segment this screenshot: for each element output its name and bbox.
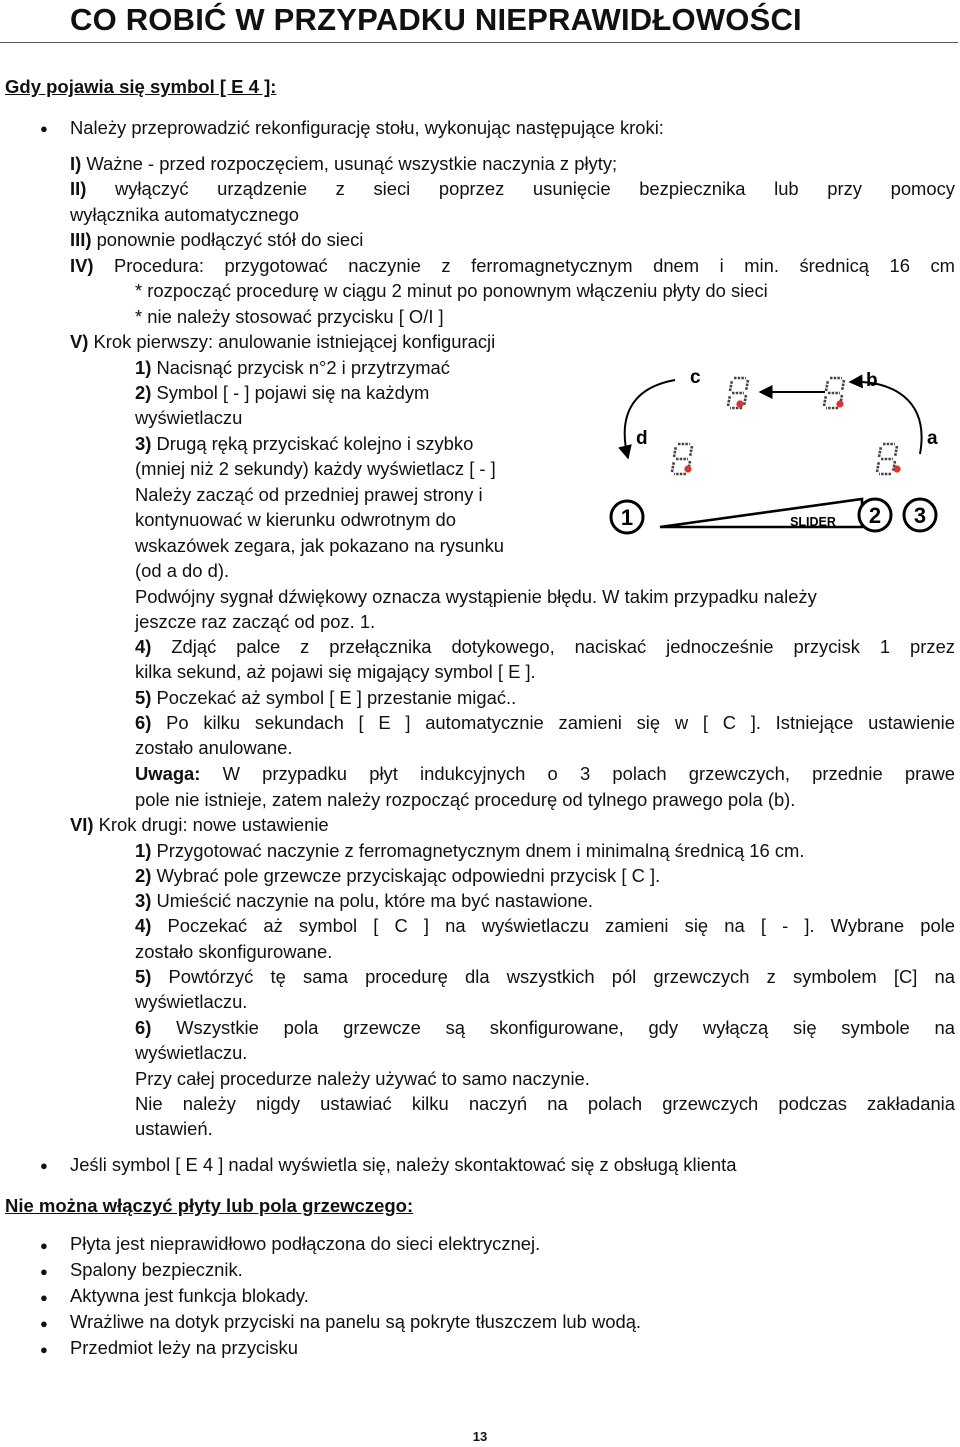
page-number: 13 xyxy=(472,1429,488,1444)
label-d: d xyxy=(636,428,648,449)
step-2-cont: wyłącznika automatycznego xyxy=(70,204,299,225)
bullet-icon: ● xyxy=(40,1238,48,1253)
step-6-2: 2) Wybrać pole grzewcze przyciskając odpowiedni przycisk [ C ]. xyxy=(135,865,661,886)
step-4-note-1: * rozpocząć procedurę w ciągu 2 minut po ponownym włączeniu płyty do sieci xyxy=(135,280,768,301)
display-c xyxy=(728,378,748,408)
list-item: Wrażliwe na dotyk przyciski na panelu są pokryte tłuszczem lub wodą. xyxy=(70,1311,642,1332)
step-5-6: 6) Po kilku sekundach [ E ] automatycznie zamieni się w [ C ]. Istniejące ustawienie xyxy=(135,712,955,733)
step-1: I) Ważne - przed rozpoczęciem, usunąć wszystkie naczynia z płyty; xyxy=(70,153,618,174)
step-5-3-l7: Podwójny sygnał dźwiękowy oznacza wystąpienie błędu. W takim przypadku należy xyxy=(135,586,817,607)
step-2: II) wyłączyć urządzenie z sieci poprzez usunięcie bezpiecznika lub przy pomocy xyxy=(70,178,955,199)
list-item: Płyta jest nieprawidłowo podłączona do sieci elektrycznej. xyxy=(70,1233,541,1254)
bullet-icon: ● xyxy=(40,1342,48,1357)
step-5-1: 1) Nacisnąć przycisk n°2 i przytrzymać xyxy=(135,357,450,378)
step-5: V) Krok pierwszy: anulowanie istniejącej konfiguracji xyxy=(70,331,496,352)
page-title: CO ROBIĆ W PRZYPADKU NIEPRAWIDŁOWOŚCI xyxy=(70,2,802,37)
title-divider xyxy=(0,42,958,43)
step-6-4: 4) Poczekać aż symbol [ C ] na wyświetlaczu zamieni się na [ - ]. Wybrane pole xyxy=(135,915,955,936)
section-heading-e4: Gdy pojawia się symbol [ E 4 ]: xyxy=(5,76,277,97)
section-heading-cannot-turn-on: Nie można włączyć płyty lub pola grzewczego: xyxy=(5,1195,414,1216)
bullet-icon: ● xyxy=(40,1316,48,1331)
step-6-1: 1) Przygotować naczynie z ferromagnetycznym dnem i minimalną średnicą 16 cm. xyxy=(135,840,805,861)
step-6-note-2: Nie należy nigdy ustawiać kilku naczyń na polach grzewczych podczas zakładania xyxy=(135,1093,955,1114)
step-6-3: 3) Umieścić naczynie na polu, które ma być nastawione. xyxy=(135,890,593,911)
label-a: a xyxy=(927,428,938,449)
step-4: IV) Procedura: przygotować naczynie z ferromagnetycznym dnem i min. średnicą 16 cm xyxy=(70,255,955,276)
step-6-5: 5) Powtórzyć tę sama procedurę dla wszystkich pól grzewczych z symbolem [C] na xyxy=(135,966,955,987)
step-6-4-cont: zostało skonfigurowane. xyxy=(135,941,333,962)
step-5-3-l2: (mniej niż 2 sekundy) każdy wyświetlacz [ - ] xyxy=(135,458,496,479)
step-5-3-l3: Należy zacząć od przedniej prawej strony i xyxy=(135,484,483,505)
step-6-6-cont: wyświetlaczu. xyxy=(135,1042,248,1063)
step-5-2-cont: wyświetlaczu xyxy=(135,407,243,428)
svg-text:1: 1 xyxy=(620,505,634,530)
label-c: c xyxy=(690,367,701,388)
list-item: Aktywna jest funkcja blokady. xyxy=(70,1285,309,1306)
bullet-icon: ● xyxy=(40,1290,48,1305)
step-5-4-cont: kilka sekund, aż pojawi się migający symbol [ E ]. xyxy=(135,661,536,682)
step-5-3-l5: wskazówek zegara, jak pokazano na rysunku xyxy=(135,535,505,556)
arrow-a-to-b xyxy=(850,382,922,454)
step-6-note-2-cont: ustawień. xyxy=(135,1118,213,1139)
bullet-text: Jeśli symbol [ E 4 ] nadal wyświetla się, należy skontaktować się z obsługą klienta xyxy=(70,1154,737,1175)
touch-button-2 xyxy=(859,499,891,531)
display-d xyxy=(672,444,692,474)
slider-label: SLIDER xyxy=(790,515,836,529)
step-6: VI) Krok drugi: nowe ustawienie xyxy=(70,814,329,835)
arrow-c-to-d xyxy=(625,380,675,458)
display-b xyxy=(824,378,844,408)
list-item: Spalony bezpiecznik. xyxy=(70,1259,243,1280)
bullet-icon: ● xyxy=(40,1158,48,1173)
warning-note-cont: pole nie istnieje, zatem należy rozpocząć procedurę od tylnego prawego pola (b). xyxy=(135,789,796,810)
step-5-5: 5) Poczekać aż symbol [ E ] przestanie migać.. xyxy=(135,687,517,708)
display-a xyxy=(877,444,901,474)
step-5-2: 2) Symbol [ - ] pojawi się na każdym xyxy=(135,382,430,403)
step-3: III) ponownie podłączyć stół do sieci xyxy=(70,229,364,250)
bullet-text: Należy przeprowadzić rekonfigurację stołu, wykonując następujące kroki: xyxy=(70,117,664,138)
step-5-4: 4) Zdjąć palce z przełącznika dotykowego, naciskać jednocześnie przycisk 1 przez xyxy=(135,636,955,657)
step-5-6-cont: zostało anulowane. xyxy=(135,737,293,758)
step-5-3-l6: (od a do d). xyxy=(135,560,230,581)
hob-reset-diagram xyxy=(600,358,955,543)
label-b: b xyxy=(866,370,878,391)
warning-note: Uwaga: W przypadku płyt indukcyjnych o 3 polach grzewczych, przednie prawe xyxy=(135,763,955,784)
step-4-note-2: * nie należy stosować przycisku [ O/I ] xyxy=(135,306,444,327)
step-5-3: 3) Drugą ręką przyciskać kolejno i szybko xyxy=(135,433,474,454)
step-5-3-l8: jeszcze raz zacząć od poz. 1. xyxy=(135,611,376,632)
touch-button-1 xyxy=(611,501,643,533)
step-6-note-1: Przy całej procedurze należy używać to samo naczynie. xyxy=(135,1068,590,1089)
bullet-icon: ● xyxy=(40,1264,48,1279)
svg-text:3: 3 xyxy=(913,503,927,528)
step-6-6: 6) Wszystkie pola grzewcze są skonfigurowane, gdy wyłączą się symbole na xyxy=(135,1017,955,1038)
list-item: Przedmiot leży na przycisku xyxy=(70,1337,298,1358)
step-5-3-l4: kontynuować w kierunku odwrotnym do xyxy=(135,509,456,530)
step-6-5-cont: wyświetlaczu. xyxy=(135,991,248,1012)
bullet-icon: ● xyxy=(40,121,48,136)
svg-text:2: 2 xyxy=(868,503,882,528)
touch-button-3 xyxy=(904,499,936,531)
